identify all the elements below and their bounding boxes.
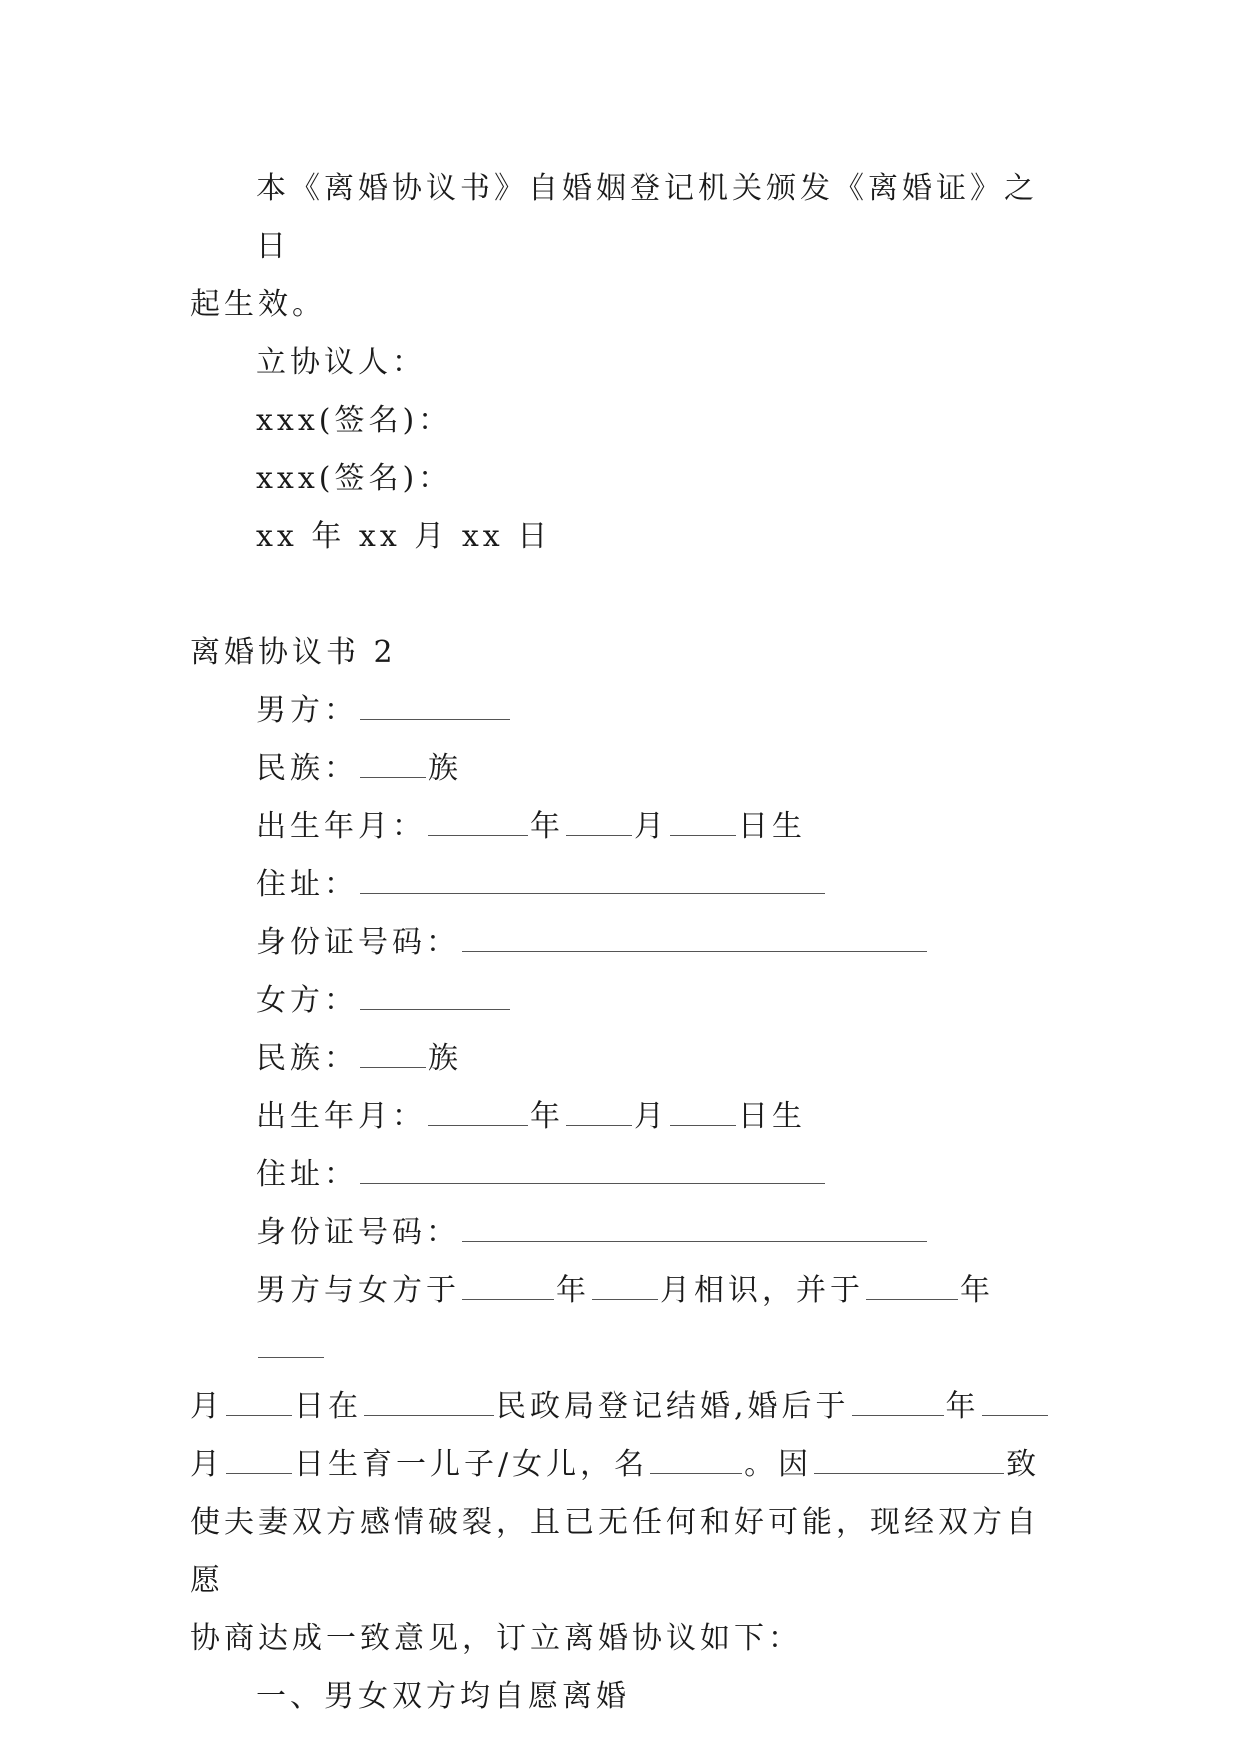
female-ethnic-label: 民族： (256, 1041, 358, 1076)
male-id-row (190, 914, 1050, 972)
body-text: 月相识，并于 (660, 1273, 864, 1308)
female-address-blank (360, 1149, 825, 1184)
marry-year-blank (866, 1265, 958, 1300)
child-year-blank (852, 1381, 944, 1416)
body-line-4: 使夫妻双方感情破裂，且已无任何和好可能，现经双方自愿 (190, 1505, 1040, 1598)
male-ethnic-row (190, 740, 1050, 798)
female-address-row (190, 1146, 1050, 1204)
body-text: 日在 (294, 1389, 362, 1424)
female-birth-year-label: 年 (530, 1099, 564, 1134)
male-address-blank (360, 859, 825, 894)
female-id-label: 身份证号码： (256, 1215, 460, 1250)
body-line-3 (190, 1436, 1050, 1494)
male-address-row (190, 856, 1050, 914)
female-birth-day-label: 日生 (738, 1099, 806, 1134)
male-birth-year-blank (428, 801, 528, 836)
effective-clause-line2 (190, 276, 1050, 334)
male-name-blank (360, 685, 510, 720)
signing-date: xx 年 xx 月 xx 日 (256, 519, 552, 554)
body-line-2 (190, 1378, 1050, 1436)
female-name-label: 女方： (256, 983, 358, 1018)
body-text: 年 (945, 1389, 980, 1424)
effective-clause-text-end: 起生效。 (190, 287, 326, 322)
marry-month-blank (258, 1323, 324, 1358)
male-ethnic-label: 民族： (256, 751, 358, 786)
marry-day-blank (226, 1381, 292, 1416)
child-name-blank (650, 1439, 742, 1474)
male-address-label: 住址： (256, 867, 358, 902)
female-id-blank (462, 1207, 927, 1242)
female-birth-year-blank (428, 1091, 528, 1126)
signature-line-2: xxx(签名)： (256, 461, 453, 496)
male-birth-day-label: 日生 (738, 809, 806, 844)
section-title: 离婚协议书 2 (190, 635, 397, 670)
female-birth-label: 出生年月： (256, 1099, 426, 1134)
body-text: 。因 (744, 1447, 813, 1482)
male-name-row (190, 682, 1050, 740)
male-birth-month-label: 月 (634, 809, 668, 844)
effective-clause-text: 本《离婚协议书》自婚姻登记机关颁发《离婚证》之日 (256, 171, 1038, 264)
female-name-row (190, 972, 1050, 1030)
child-day-blank (226, 1439, 292, 1474)
male-birth-month-blank (566, 801, 632, 836)
female-ethnic-row (190, 1030, 1050, 1088)
male-ethnic-suffix: 族 (428, 751, 462, 786)
male-name-label: 男方： (256, 693, 358, 728)
male-id-blank (462, 917, 927, 952)
civil-affairs-blank (364, 1381, 494, 1416)
body-text: 致 (1006, 1447, 1041, 1482)
female-birth-day-blank (670, 1091, 736, 1126)
male-birth-year-label: 年 (530, 809, 564, 844)
male-id-label: 身份证号码： (256, 925, 460, 960)
female-birth-month-blank (566, 1091, 632, 1126)
document-body (190, 160, 1050, 1726)
female-name-blank (360, 975, 510, 1010)
effective-clause-line1 (190, 160, 1050, 276)
signatory-label: 立协议人： (256, 345, 426, 380)
body-text: 月 (190, 1447, 224, 1482)
female-address-label: 住址： (256, 1157, 358, 1192)
body-text: 民政局登记结婚,婚后于 (496, 1389, 850, 1424)
body-text: 年 (556, 1273, 590, 1308)
reason-blank (814, 1439, 1004, 1474)
child-month-blank (982, 1381, 1048, 1416)
female-ethnic-suffix: 族 (428, 1041, 462, 1076)
body-line-5: 协商达成一致意见，订立离婚协议如下： (190, 1621, 802, 1656)
body-text: 年 (960, 1273, 994, 1308)
signature-line-1: xxx(签名)： (256, 403, 453, 438)
female-ethnic-blank (360, 1033, 426, 1068)
male-birth-day-blank (670, 801, 736, 836)
meet-year-blank (462, 1265, 554, 1300)
body-line-1 (190, 1262, 1050, 1378)
female-id-row (190, 1204, 1050, 1262)
male-birth-label: 出生年月： (256, 809, 426, 844)
male-ethnic-blank (360, 743, 426, 778)
female-birth-month-label: 月 (634, 1099, 668, 1134)
clause-1: 一、男女双方均自愿离婚 (256, 1679, 630, 1714)
body-text: 男方与女方于 (256, 1273, 460, 1308)
meet-month-blank (592, 1265, 658, 1300)
body-text: 月 (190, 1389, 224, 1424)
body-text: 日生育一儿子/女儿，名 (294, 1447, 649, 1482)
male-birth-row (190, 798, 1050, 856)
female-birth-row (190, 1088, 1050, 1146)
